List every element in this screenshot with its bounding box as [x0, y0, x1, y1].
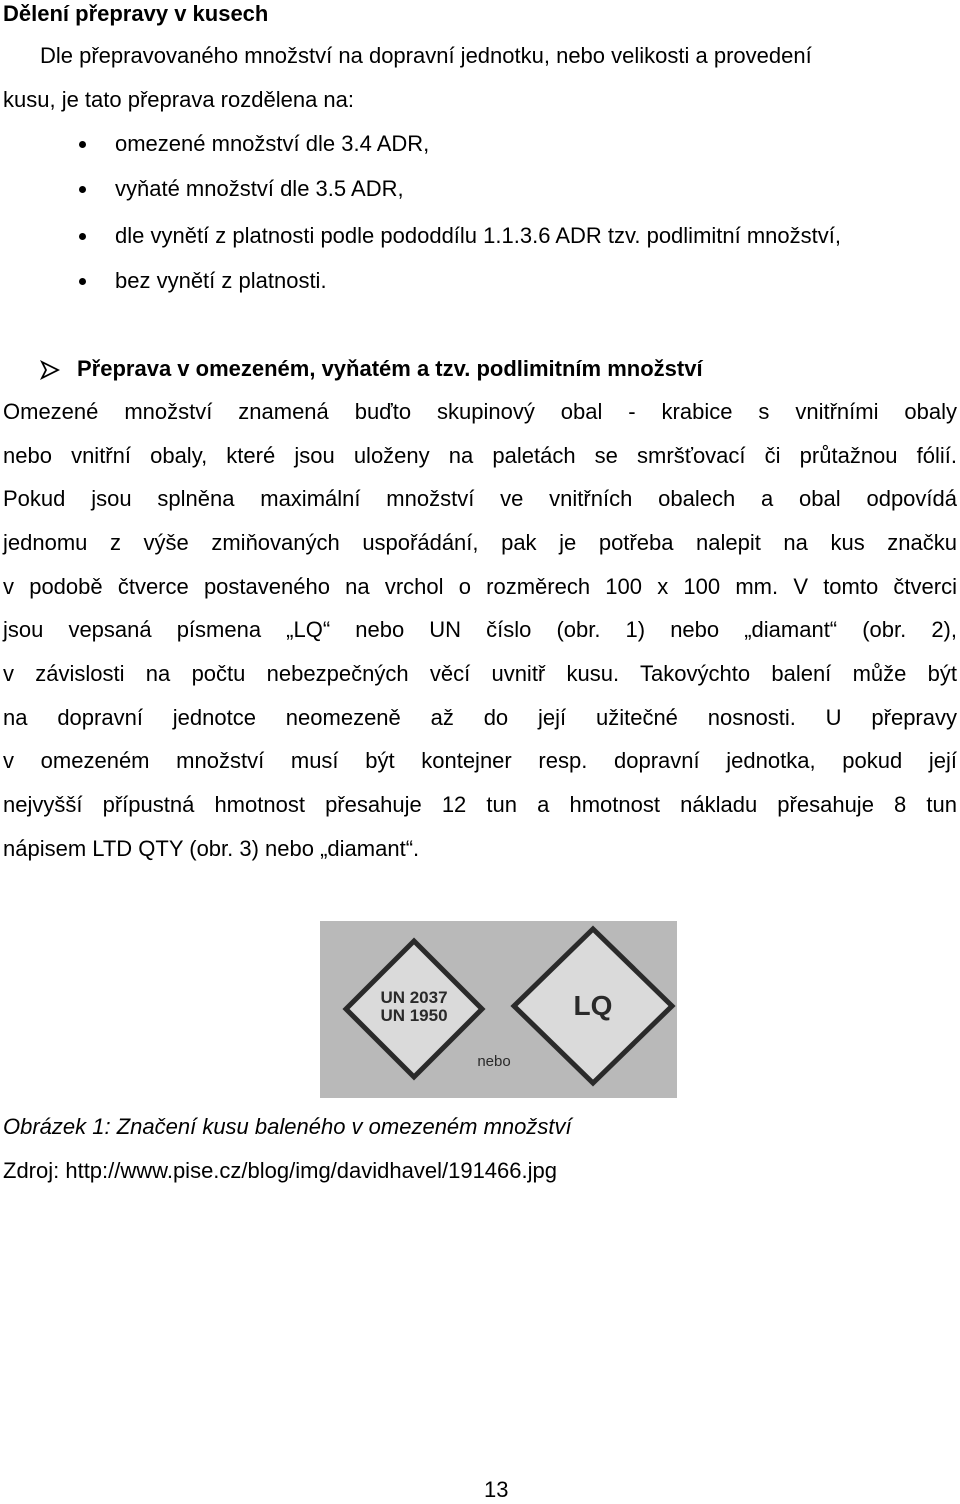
or-label: nebo: [477, 1053, 511, 1070]
un-number-2: UN 1950: [380, 1006, 448, 1025]
intro-line-2: kusu, je tato přeprava rozdělena na:: [3, 87, 355, 112]
bullet-icon: [79, 186, 86, 193]
un-number-1: UN 2037: [380, 988, 448, 1007]
body-line: nebo vnitřní obaly, které jsou uloženy na paletách se smršťovací či průtažnou fólií.: [3, 443, 957, 468]
list-item-text: omezené množství dle 3.4 ADR,: [115, 131, 430, 156]
intro-line-1: Dle přepravovaného množství na dopravní jednotku, nebo velikosti a provedení: [40, 43, 812, 68]
body-line: v závislosti na počtu nebezpečných věcí uvnitř kusu. Takovýchto balení může být: [3, 661, 957, 686]
list-item-text: vyňaté množství dle 3.5 ADR,: [115, 176, 404, 201]
body-line: nejvyšší přípustná hmotnost přesahuje 12 tun a hmotnost nákladu přesahuje 8 tun: [3, 792, 957, 817]
body-line: jednomu z výše zmiňovaných uspořádání, pak je potřeba nalepit na kus značku: [3, 530, 957, 555]
list-item-text: dle vynětí z platnosti podle pododdílu 1.1.3.6 ADR tzv. podlimitní množství,: [115, 223, 841, 248]
section-heading: Dělení přepravy v kusech: [3, 1, 269, 26]
body-line: v omezeném množství musí být kontejner resp. dopravní jednotka, pokud její: [3, 748, 957, 773]
page-number: 13: [484, 1477, 509, 1502]
list-item-text: bez vynětí z platnosti.: [115, 268, 327, 293]
bullet-icon: [79, 233, 86, 240]
body-line: v podobě čtverce postaveného na vrchol o rozměrech 100 x 100 mm. V tomto čtverci: [3, 574, 957, 599]
body-line: Pokud jsou splněna maximální množství ve vnitřních obalech a obal odpovídá: [3, 486, 957, 511]
arrowhead-bullet-icon: [40, 360, 60, 380]
bullet-icon: [79, 278, 86, 285]
body-line: na dopravní jednotce neomezeně až do její užitečné nosnosti. U přepravy: [3, 705, 957, 730]
limited-quantity-marking-image: [320, 921, 677, 1098]
figure-caption: Obrázek 1: Značení kusu baleného v omezeném množství: [3, 1114, 572, 1139]
subsection-heading-text: Přeprava v omezeném, vyňatém a tzv. podlimitním množství: [77, 356, 703, 381]
body-line: Omezené množství znamená buďto skupinový obal - krabice s vnitřními obaly: [3, 399, 957, 424]
body-line: jsou vepsaná písmena „LQ“ nebo UN číslo (obr. 1) nebo „diamant“ (obr. 2),: [3, 617, 957, 642]
lq-label: LQ: [573, 990, 613, 1021]
bullet-icon: [79, 141, 86, 148]
body-line: nápisem LTD QTY (obr. 3) nebo „diamant“.: [3, 836, 420, 861]
figure-source: Zdroj: http://www.pise.cz/blog/img/davidhavel/191466.jpg: [3, 1158, 557, 1183]
